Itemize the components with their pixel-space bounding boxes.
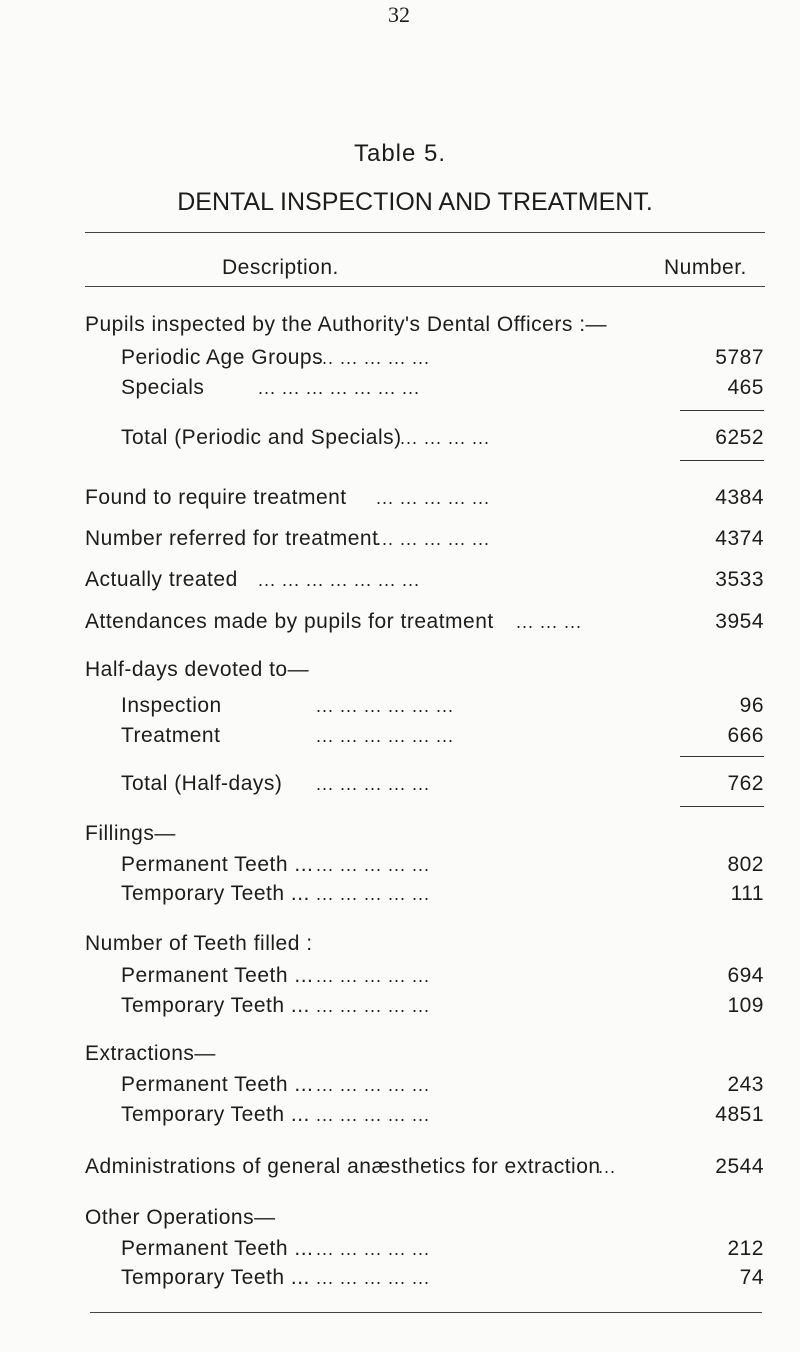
row-value-attendances: 3954 [715, 610, 764, 633]
subtotal-rule [680, 410, 764, 411]
row-label-total-half-days: Total (Half-days) [121, 772, 283, 795]
row-value-ext-temp: 4851 [715, 1103, 764, 1126]
row-dots-referred: ... ... ... ... ... [376, 529, 491, 549]
row-value-periodic: 5787 [715, 346, 764, 369]
row-label-total-pupils: Total (Periodic and Specials) [121, 426, 402, 449]
row-dots-total-half-days: ... ... ... ... ... [316, 774, 431, 794]
row-value-anaesthetics: 2544 [715, 1155, 764, 1178]
row-dots-fill-perm: ... ... ... ... ... [316, 855, 431, 875]
row-dots-total-pupils: ... ... ... ... [400, 428, 491, 448]
section-fillings: Fillings— [85, 822, 176, 845]
row-dots-other-perm: ... ... ... ... ... [316, 1239, 431, 1259]
row-dots-ext-perm: ... ... ... ... ... [316, 1075, 431, 1095]
row-label-ext-temp: Temporary Teeth ... [121, 1103, 310, 1126]
row-dots-inspection: ... ... ... ... ... ... [316, 696, 455, 716]
column-header-number: Number. [664, 256, 747, 279]
row-dots-treatment: ... ... ... ... ... ... [316, 726, 455, 746]
row-value-found: 4384 [715, 486, 764, 509]
row-label-treatment: Treatment [121, 724, 221, 747]
row-label-attendances: Attendances made by pupils for treatment [85, 610, 494, 633]
row-dots-filled-temp: ... ... ... ... ... [316, 996, 431, 1016]
row-label-treated: Actually treated [85, 568, 238, 591]
row-dots-specials: ... ... ... ... ... ... ... [258, 378, 421, 398]
row-value-total-pupils: 6252 [715, 426, 764, 449]
row-dots-ext-temp: ... ... ... ... ... [316, 1105, 431, 1125]
row-label-ext-perm: Permanent Teeth ... [121, 1073, 314, 1096]
row-dots-filled-perm: ... ... ... ... ... [316, 966, 431, 986]
row-dots-fill-temp: ... ... ... ... ... [316, 884, 431, 904]
row-value-treated: 3533 [715, 568, 764, 591]
row-value-filled-temp: 109 [727, 994, 764, 1017]
row-value-other-perm: 212 [727, 1237, 764, 1260]
row-value-other-temp: 74 [739, 1266, 764, 1289]
page-number: 32 [388, 2, 410, 27]
row-label-filled-perm: Permanent Teeth ... [121, 964, 314, 987]
row-value-total-half-days: 762 [727, 772, 764, 795]
row-dots-attendances: ... ... ... [516, 612, 583, 632]
row-label-periodic: Periodic Age Groups [121, 346, 324, 369]
section-teeth-filled: Number of Teeth filled : [85, 932, 313, 955]
row-value-filled-perm: 694 [727, 964, 764, 987]
row-value-fill-temp: 111 [730, 882, 764, 905]
row-value-fill-perm: 802 [727, 853, 764, 876]
table-label: Table 5. [353, 140, 447, 167]
row-dots-periodic: ... ... ... ... ... [316, 348, 431, 368]
row-label-other-temp: Temporary Teeth ... [121, 1266, 310, 1289]
row-dots-other-temp: ... ... ... ... ... [316, 1268, 431, 1288]
section-half-days: Half-days devoted to— [85, 658, 310, 681]
table-bottom-rule [90, 1312, 762, 1313]
row-label-inspection: Inspection [121, 694, 222, 717]
row-dots-anaesthetics: ... [598, 1157, 617, 1177]
row-value-referred: 4374 [715, 527, 764, 550]
row-label-found: Found to require treatment [85, 486, 347, 509]
subtotal-rule [680, 756, 764, 757]
total-rule [680, 806, 764, 807]
row-label-other-perm: Permanent Teeth ... [121, 1237, 314, 1260]
row-label-referred: Number referred for treatment [85, 527, 379, 550]
section-other-operations: Other Operations— [85, 1206, 276, 1229]
row-label-fill-perm: Permanent Teeth ... [121, 853, 314, 876]
column-header-description: Description. [222, 256, 339, 279]
total-rule [680, 460, 764, 461]
row-label-specials: Specials [121, 376, 205, 399]
row-label-filled-temp: Temporary Teeth ... [121, 994, 310, 1017]
section-extractions: Extractions— [85, 1042, 216, 1065]
row-dots-treated: ... ... ... ... ... ... ... [258, 570, 421, 590]
row-value-treatment: 666 [727, 724, 764, 747]
row-dots-found: ... ... ... ... ... [376, 488, 491, 508]
table-title: DENTAL INSPECTION AND TREATMENT. [177, 188, 653, 216]
row-label-anaesthetics: Administrations of general anæsthetics for extraction [85, 1155, 601, 1178]
header-bottom-rule [85, 286, 765, 287]
row-value-ext-perm: 243 [727, 1073, 764, 1096]
row-label-fill-temp: Temporary Teeth ... [121, 882, 310, 905]
section-pupils-inspected: Pupils inspected by the Authority's Dental Officers :— [85, 313, 608, 336]
row-value-specials: 465 [727, 376, 764, 399]
header-top-rule [85, 232, 765, 233]
row-value-inspection: 96 [739, 694, 764, 717]
